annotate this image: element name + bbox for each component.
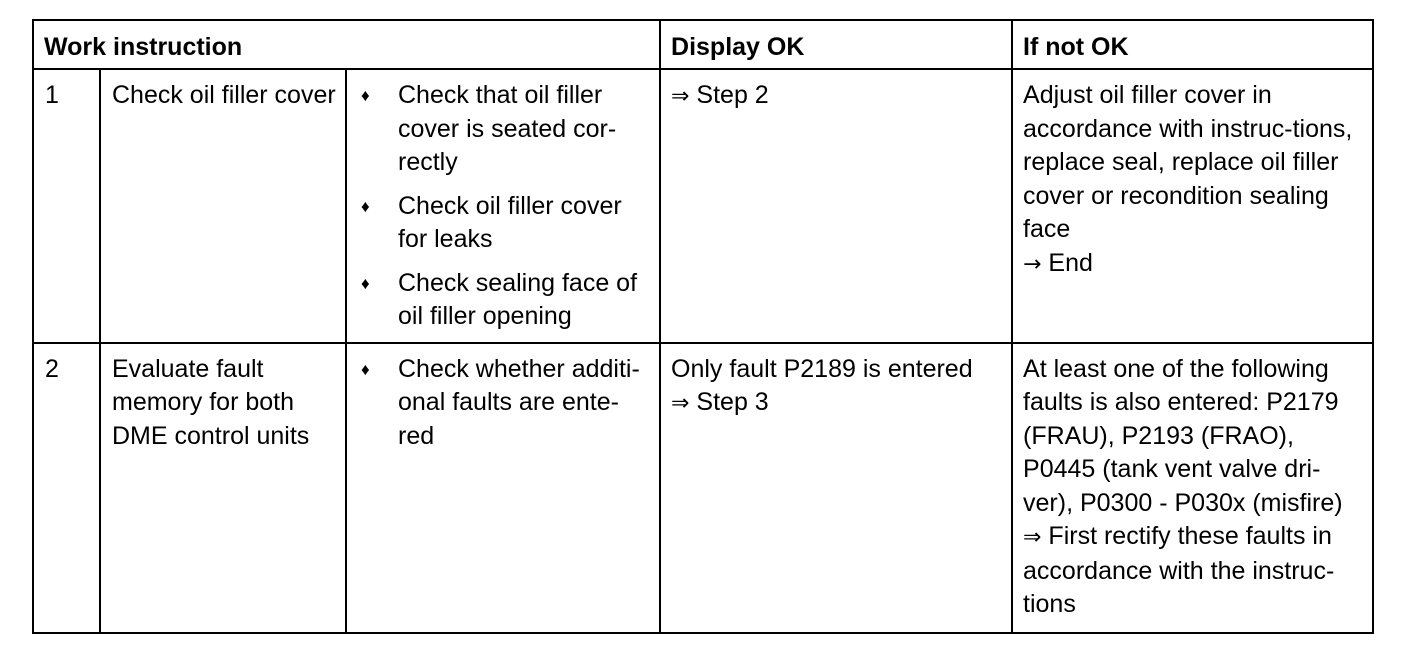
check-item-text: Check oil filler cover for leaks <box>398 191 622 253</box>
display-ok-cell <box>660 343 1012 633</box>
if-not-ok-text: At least one of the following faults is also entered: P2179 (FRAU), P2193 (FRAO), P0445 (tank vent valve dri-ver), P0300 - P030x (misfire) <box>1023 354 1343 517</box>
double-arrow-icon: ⇒ <box>1023 525 1042 550</box>
if-not-ok-cell <box>1012 69 1373 343</box>
check-item <box>361 353 653 454</box>
if-not-ok-cell <box>1012 343 1373 633</box>
if-not-ok-result <box>1023 247 1366 282</box>
if-not-ok-text: Adjust oil filler cover in accordance with instruc-tions, replace seal, replace oil filler cover or recondition sealing face <box>1023 81 1353 243</box>
check-list <box>361 79 653 334</box>
header-display-ok: Display OK <box>660 20 1012 69</box>
display-ok-result <box>671 386 1005 421</box>
double-arrow-icon: ⇒ <box>671 84 690 109</box>
display-ok-action: Step 3 <box>696 388 769 416</box>
display-ok-text: Only fault P2189 is entered <box>671 354 973 383</box>
diamond-bullet-icon: ♦ <box>361 273 370 293</box>
step-title: Evaluate fault memory for both DME control units <box>100 343 346 633</box>
header-work-instruction: Work instruction <box>33 20 660 69</box>
work-instruction-table <box>32 19 1374 634</box>
check-item <box>361 190 653 257</box>
diamond-bullet-icon: ♦ <box>361 86 370 105</box>
check-list-cell <box>346 69 660 343</box>
diamond-bullet-icon: ♦ <box>361 196 370 216</box>
if-not-ok-action: First rectify these faults in accordance with the instruc-tions <box>1023 522 1335 618</box>
double-arrow-icon: ⇒ <box>671 391 690 416</box>
if-not-ok-action: End <box>1048 248 1093 277</box>
step-number: 2 <box>33 343 100 633</box>
right-arrow-icon: → <box>1023 251 1042 277</box>
header-row <box>33 20 1373 69</box>
if-not-ok-result <box>1023 520 1366 622</box>
table-row <box>33 69 1373 343</box>
check-list <box>361 353 653 454</box>
step-number: 1 <box>33 69 100 343</box>
check-item-text: Check that oil filler cover is seated cor-rectly <box>398 81 617 176</box>
diamond-bullet-icon: ♦ <box>361 359 370 379</box>
display-ok-action: Step 2 <box>696 81 769 109</box>
check-item <box>361 267 653 334</box>
step-title: Check oil filler cover <box>100 69 346 343</box>
check-item <box>361 79 653 180</box>
table-row <box>33 343 1373 633</box>
header-if-not-ok: If not OK <box>1012 20 1373 69</box>
display-ok-cell <box>660 69 1012 343</box>
check-item-text: Check sealing face of oil filler opening <box>398 268 638 330</box>
check-item-text: Check whether additi-onal faults are ente-red <box>398 354 640 450</box>
check-list-cell <box>346 343 660 633</box>
